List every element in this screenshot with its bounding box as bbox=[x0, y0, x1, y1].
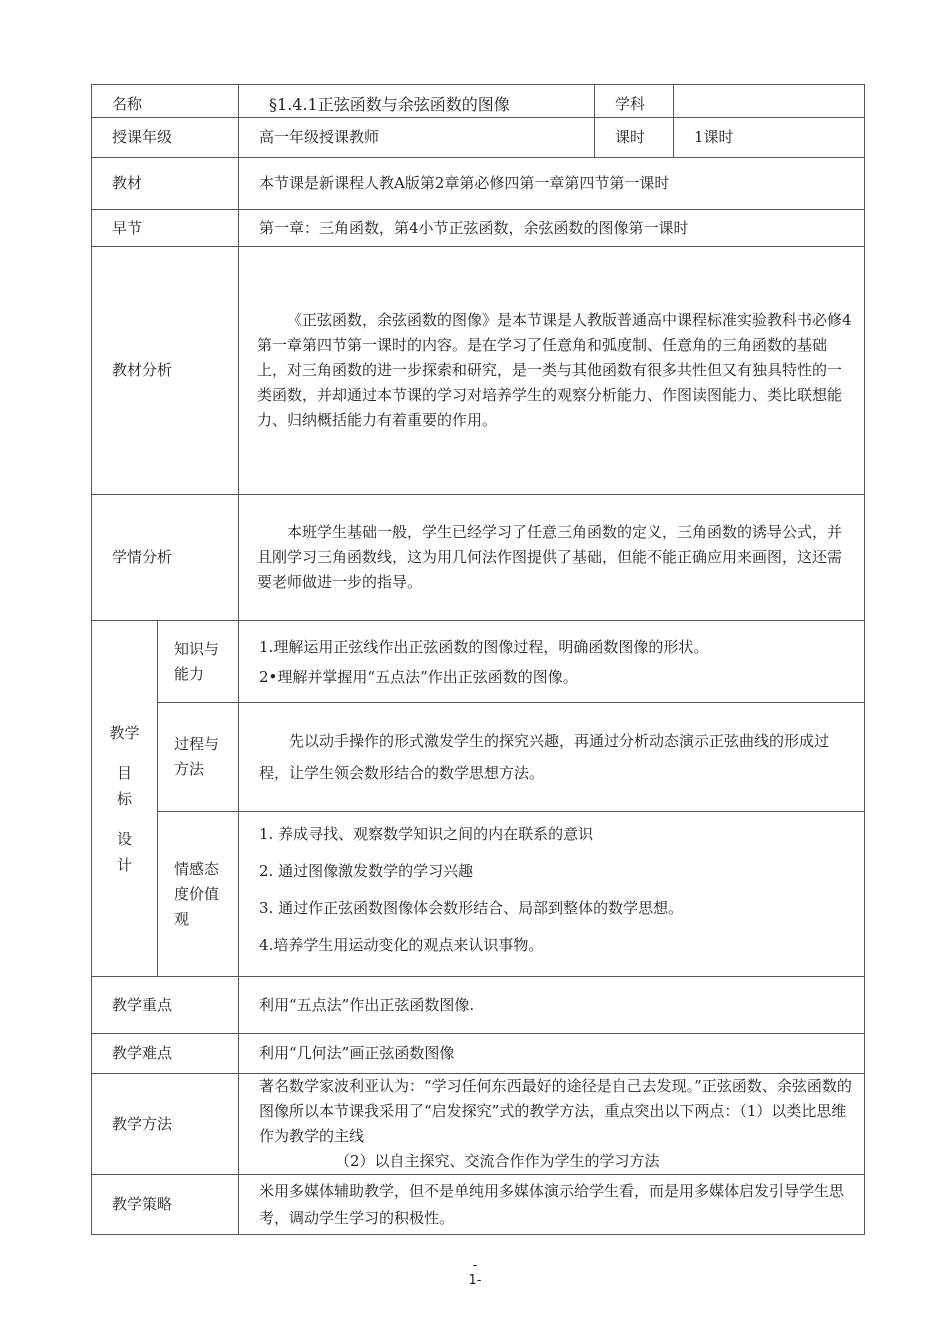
strategy-value: 米用多媒体辅助教学，但不是单纯用多媒体演示给学生看，而是用多媒体启发引导学生思考，调动学生学习的积极性。 bbox=[239, 1175, 865, 1235]
goal-knowledge-row bbox=[92, 621, 865, 703]
goals-label-char: 设 bbox=[116, 829, 132, 848]
difficulty-row bbox=[92, 1034, 865, 1074]
material-analysis-row bbox=[92, 247, 865, 495]
difficulty-label: 教学难点 bbox=[92, 1034, 239, 1074]
goals-label-char: 计 bbox=[116, 855, 132, 874]
textbook-row bbox=[92, 158, 865, 210]
method-label: 教学方法 bbox=[92, 1074, 239, 1175]
process-label bbox=[158, 703, 239, 812]
key-point-row bbox=[92, 977, 865, 1034]
chapter-row bbox=[92, 210, 865, 247]
knowledge-items bbox=[239, 621, 865, 703]
name-label: 名称 bbox=[92, 85, 239, 118]
chapter-value: 第一章：三角函数，第4小节正弦函数，余弦函数的图像第一课时 bbox=[239, 210, 865, 247]
emotion-item: 2. 通过图像激发数学的学习兴趣 bbox=[259, 862, 474, 880]
knowledge-label-line: 能力 bbox=[174, 664, 205, 683]
student-analysis-label: 学情分析 bbox=[92, 495, 239, 621]
key-point-value: 利用“五点法”作出正弦函数图像. bbox=[239, 977, 865, 1034]
material-analysis-text: 《正弦函数，余弦函数的图像》是本节课是人教版普通高中课程标准实验教科书必修4第一章第四节第一课时的内容。是在学习了任意角和弧度制、任意角的三角函数的基础上，对三角函数的进一步探索和研究，是一类与其他函数有很多共性但又有独具特性的一类函数，并却通过本节课的学习对培养学生的观察分析能力、作图读图能力、类比联想能力、归纳概括能力有着重要的作用。 bbox=[239, 247, 865, 495]
grade-row bbox=[92, 118, 865, 158]
page-footer-dash: - bbox=[472, 1258, 478, 1273]
process-text: 先以动手操作的形式激发学生的探究兴趣，再通过分析动态演示正弦曲线的形成过程，让学生领会数形结合的数学思想方法。 bbox=[239, 703, 865, 812]
title-row bbox=[92, 85, 865, 118]
strategy-label: 教学策略 bbox=[92, 1175, 239, 1235]
goals-label-char: 标 bbox=[116, 789, 132, 808]
goals-label-char: 目 bbox=[116, 763, 132, 782]
student-analysis-text: 本班学生基础一般，学生已经学习了任意三角函数的定义，三角函数的诱导公式，并且刚学习三角函数线，这为用几何法作图提供了基础，但能不能正确应用来画图，这还需要老师做进一步的指导。 bbox=[239, 495, 865, 621]
goals-label-char: 教学 bbox=[109, 723, 140, 742]
grade-value: 高一年级授课教师 bbox=[239, 118, 595, 158]
knowledge-label-line: 知识与 bbox=[174, 639, 220, 658]
page-number: 1- bbox=[468, 1273, 482, 1288]
textbook-label: 教材 bbox=[92, 158, 239, 210]
emotion-label-line: 度价值 bbox=[174, 884, 220, 903]
lesson-plan-table bbox=[91, 84, 865, 1235]
goals-label bbox=[92, 621, 158, 977]
subject-value bbox=[674, 85, 865, 118]
lesson-title: §1.4.1正弦函数与余弦函数的图像 bbox=[239, 85, 595, 118]
emotion-label-line: 观 bbox=[174, 909, 190, 928]
method-line: 著名数学家波利亚认为：“学习任何东西最好的途径是自己去发现。”正弦函数、余弦函数的图像所以本节课我采用了“启发探究”式的教学方法，重点突出以下两点：（1）以类比思维作为教学的主线 bbox=[259, 1077, 852, 1145]
goal-process-row bbox=[92, 703, 865, 812]
period-value: 1课时 bbox=[674, 118, 865, 158]
method-line: （2）以自主探究、交流合作作为学生的学习方法 bbox=[335, 1152, 660, 1170]
emotion-label bbox=[158, 812, 239, 977]
grade-label: 授课年级 bbox=[92, 118, 239, 158]
emotion-item: 4.培养学生用运动变化的观点来认识事物。 bbox=[259, 936, 544, 954]
goal-emotion-row bbox=[92, 812, 865, 977]
period-label: 课时 bbox=[595, 118, 674, 158]
strategy-row bbox=[92, 1175, 865, 1235]
difficulty-value: 利用“几何法”画正弦函数图像 bbox=[239, 1034, 865, 1074]
process-label-line: 方法 bbox=[174, 760, 205, 778]
emotion-item: 3. 通过作正弦函数图像体会数形结合、局部到整体的数学思想。 bbox=[259, 899, 684, 917]
method-row bbox=[92, 1074, 865, 1175]
knowledge-item: 2•理解并掌握用“五点法”作出正弦函数的图像。 bbox=[259, 667, 578, 686]
emotion-items bbox=[239, 812, 865, 977]
material-analysis-label: 教材分析 bbox=[92, 247, 239, 495]
knowledge-label bbox=[158, 621, 239, 703]
chapter-label: 早节 bbox=[92, 210, 239, 247]
process-label-line: 过程与 bbox=[174, 735, 220, 753]
knowledge-item: 1.理解运用正弦线作出正弦函数的图像过程，明确函数图像的形状。 bbox=[259, 637, 709, 656]
textbook-value: 本节课是新课程人教A版第2章第必修四第一章第四节第一课时 bbox=[239, 158, 865, 210]
subject-label: 学科 bbox=[595, 85, 674, 118]
emotion-item: 1. 养成寻找、观察数学知识之间的内在联系的意识 bbox=[259, 825, 594, 843]
student-analysis-row bbox=[92, 495, 865, 621]
method-text bbox=[239, 1074, 865, 1175]
emotion-label-line: 情感态 bbox=[174, 859, 220, 878]
key-point-label: 教学重点 bbox=[92, 977, 239, 1034]
